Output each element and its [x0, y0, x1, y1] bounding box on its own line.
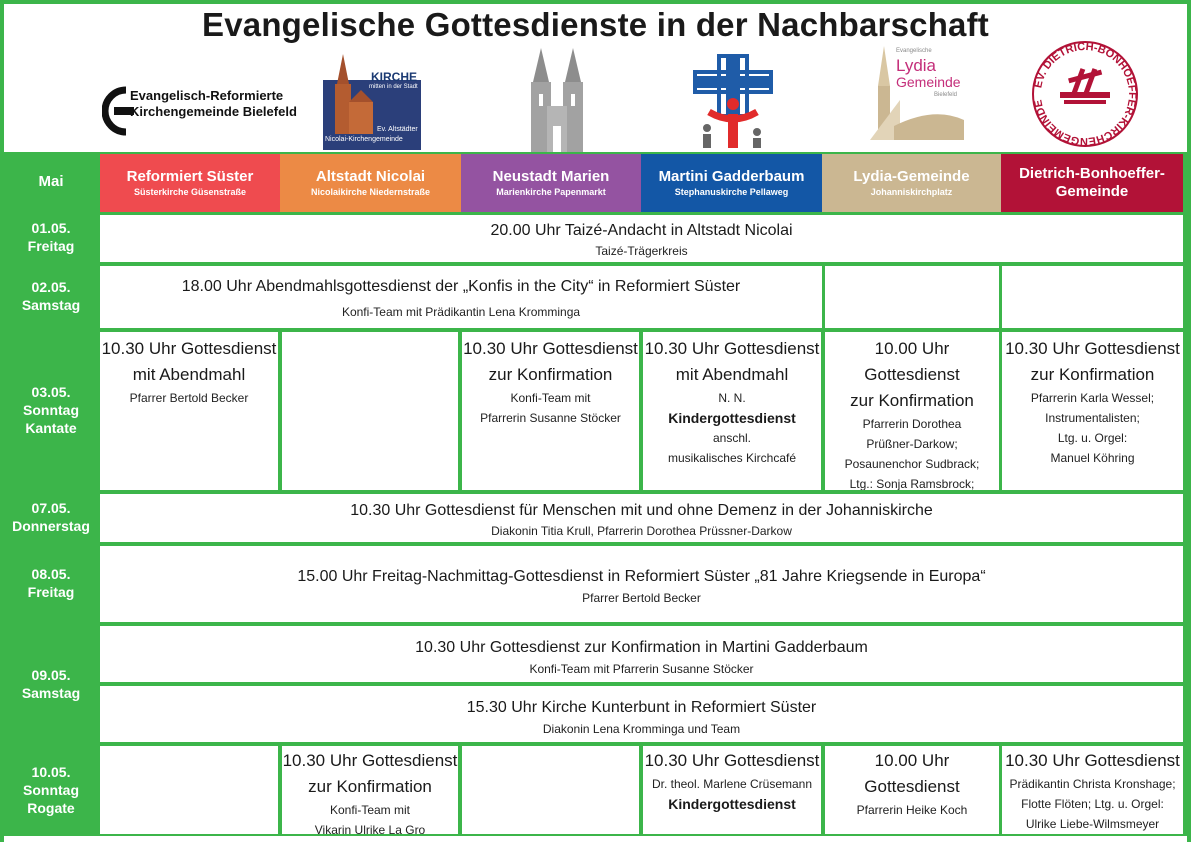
event-sub: Konfi-Team mit Pfarrerin Susanne Stöcker	[529, 662, 754, 676]
date-label: 10.05.	[31, 764, 71, 780]
logo-bonhoeffer	[1028, 38, 1142, 150]
date-label: 09.05.	[31, 667, 71, 683]
lydia-logo-line3: Gemeinde	[896, 74, 961, 90]
event-person: Ltg.: Sonja Ramsbrock;	[849, 477, 975, 490]
date-label: 02.05.	[31, 279, 71, 295]
event-time-line: 10.30 Uhr Gottesdienst	[101, 339, 277, 358]
sunday-name: Rogate	[27, 800, 75, 816]
event-time-line: 10.00 Uhr Gottesdienst	[864, 751, 960, 796]
event-person: Ulrike Liebe-Wilmsmeyer	[1025, 817, 1160, 831]
event-person: Prüßner-Darkow;	[866, 437, 958, 451]
header-col-sub: Marienkirche Papenmarkt	[496, 187, 606, 197]
event-1005-nicolai	[282, 746, 458, 834]
header-col-sub: Süsterkirche Güsenstraße	[133, 187, 247, 197]
header-col-marien	[461, 154, 641, 212]
header-col-name: Lydia-Gemeinde	[853, 168, 970, 185]
empty-cell	[462, 746, 639, 834]
header-col-sub: Nicolaikirche Niedernstraße	[310, 187, 431, 197]
date-cell-0105	[4, 212, 98, 262]
date-label: 03.05.	[31, 384, 71, 400]
date-label: 08.05.	[31, 566, 71, 582]
event-time-line: 10.30 Uhr Gottesdienst	[282, 751, 458, 770]
header-col-name: Altstadt Nicolai	[315, 168, 426, 185]
event-type-line: mit Abendmahl	[132, 365, 246, 384]
header-col-nicolai	[280, 154, 461, 212]
event-sub: Pfarrer Bertold Becker	[582, 591, 701, 605]
day-label: Sonntag	[23, 782, 79, 798]
event-person: Manuel Köhring	[1050, 451, 1135, 465]
date-cell-0905	[4, 624, 98, 744]
event-person: Pfarrerin Karla Wessel;	[1030, 391, 1155, 405]
logo-martini	[693, 54, 773, 152]
event-type-line: zur Konfirmation	[308, 777, 432, 796]
event-konfirmation-martini	[100, 626, 1183, 682]
event-person: N. N.	[718, 391, 746, 405]
event-sub: Diakonin Titia Krull, Pfarrerin Dorothea Prüssner-Darkow	[491, 524, 792, 538]
event-time-line: 10.30 Uhr Gottesdienst	[644, 339, 820, 358]
header-col-name: Martini Gadderbaum	[658, 168, 805, 185]
event-person: Prädikantin Christa Kronshage;	[1009, 777, 1176, 791]
event-kindergottesdienst: Kindergottesdienst	[668, 410, 796, 426]
event-sub: Taizé-Trägerkreis	[595, 244, 688, 258]
bonhoeffer-seal-icon	[1028, 38, 1142, 150]
event-type-line: zur Konfirmation	[850, 391, 974, 410]
header-col-sub: Stephanuskirche Pellaweg	[674, 187, 789, 197]
header-col-name: Reformiert Süster	[126, 168, 254, 185]
header-month-label: Mai	[38, 173, 64, 190]
event-time-line: 10.30 Uhr Gottesdienst	[1005, 751, 1180, 770]
header-col-bonhoeffer	[1001, 154, 1183, 212]
event-taize-andacht	[100, 215, 1183, 262]
event-time-line: 10.00 Uhr Gottesdienst	[864, 339, 960, 384]
nicolai-logo-line1: KIRCHE	[371, 70, 418, 84]
event-demenz-gottesdienst	[100, 494, 1183, 542]
logo-reformiert	[100, 82, 297, 142]
event-1005-lydia	[825, 746, 999, 834]
event-kirche-kunterbunt	[100, 686, 1183, 742]
event-0305-reformiert	[100, 332, 278, 490]
event-time-line: 10.30 Uhr Gottesdienst	[463, 339, 638, 358]
header-col-name: Neustadt Marien	[492, 168, 610, 185]
sunday-name: Kantate	[25, 420, 77, 436]
event-person: Konfi-Team mit	[329, 803, 411, 817]
event-title: 10.30 Uhr Gottesdienst für Menschen mit und ohne Demenz in der Johanniskirche	[350, 502, 933, 519]
reformiert-logo-line2: Kirchengemeinde Bielefeld	[130, 104, 297, 119]
empty-cell	[1002, 266, 1183, 328]
date-cell-1005	[4, 744, 98, 836]
event-person: Instrumentalisten;	[1045, 411, 1140, 425]
day-label: Sonntag	[23, 402, 79, 418]
nicolai-logo-line4: Nicolai-Kirchengemeinde	[325, 136, 403, 143]
day-label: Freitag	[27, 584, 75, 600]
event-title: 15.00 Uhr Freitag-Nachmittag-Gottesdienst in Reformiert Süster „81 Jahre Kriegsende in Europa“	[297, 568, 986, 585]
event-0305-lydia	[825, 332, 999, 490]
header-col-lydia	[822, 154, 1001, 212]
event-person: Dr. theol. Marlene Crüsemann	[651, 777, 813, 791]
logo-lydia	[864, 46, 974, 142]
header-col-reformiert	[100, 154, 280, 212]
event-sub: Konfi-Team mit Prädikantin Lena Kromminga	[341, 305, 581, 319]
header-col-name-2: Gemeinde	[1055, 183, 1129, 200]
event-time-line: 10.30 Uhr Gottesdienst	[644, 751, 820, 770]
day-label: Freitag	[27, 238, 75, 254]
date-cell-0205	[4, 264, 98, 328]
event-note: musikalisches Kirchcafé	[667, 451, 797, 465]
lydia-logo-line2: Lydia	[896, 56, 937, 75]
lydia-logo-line4: Bielefeld	[934, 92, 958, 98]
svg-text:EV. DIETRICH-BONHOEFFER-KIRCHE: EV. DIETRICH-BONHOEFFER-KIRCHENGEMEINDE	[1032, 40, 1139, 148]
date-label: 07.05.	[31, 500, 71, 516]
day-label: Donnerstag	[12, 518, 90, 534]
event-person: Konfi-Team mit	[510, 391, 591, 405]
date-cell-0705	[4, 492, 98, 542]
martini-cross-icon	[693, 54, 773, 152]
event-note: anschl.	[712, 431, 752, 445]
header-col-sub: Johanniskirchplatz	[870, 187, 953, 197]
marien-church-towers-icon	[527, 44, 587, 152]
logo-marien	[527, 44, 587, 152]
event-type-line: zur Konfirmation	[488, 365, 613, 384]
event-person: Posaunenchor Sudbrack;	[844, 457, 980, 471]
date-cell-0305	[4, 330, 98, 490]
day-label: Samstag	[21, 297, 81, 313]
event-person: Vikarin Ulrike La Gro	[314, 823, 426, 834]
header-month	[4, 152, 98, 212]
date-cell-0805	[4, 544, 98, 622]
event-person: Ltg. u. Orgel:	[1057, 431, 1128, 445]
event-title: 15.30 Uhr Kirche Kunterbunt in Reformiert Süster	[466, 699, 817, 716]
nicolai-logo-line3: Ev. Altstädter	[377, 126, 418, 133]
event-sub: Diakonin Lena Kromminga und Team	[542, 722, 741, 736]
event-title: 10.30 Uhr Gottesdienst zur Konfirmation in Martini Gadderbaum	[415, 639, 868, 656]
date-label: 01.05.	[31, 220, 71, 236]
event-konfis-in-the-city	[100, 266, 822, 328]
reformiert-logo-line1: Evangelisch-Reformierte	[130, 88, 284, 103]
event-time-line: 10.30 Uhr Gottesdienst	[1005, 339, 1180, 358]
event-1005-bonhoeffer	[1002, 746, 1183, 834]
empty-cell	[825, 266, 999, 328]
lydia-logo-line1: Evangelische	[896, 48, 932, 54]
event-0305-bonhoeffer	[1002, 332, 1183, 490]
event-title: 20.00 Uhr Taizé-Andacht in Altstadt Nicolai	[490, 222, 793, 239]
event-1005-martini	[643, 746, 821, 834]
event-type-line: mit Abendmahl	[675, 365, 789, 384]
event-0305-marien	[462, 332, 639, 490]
day-label: Samstag	[21, 685, 81, 701]
header-col-name: Dietrich-Bonhoeffer-	[1019, 165, 1165, 182]
event-person: Pfarrerin Dorothea	[862, 417, 962, 431]
event-title: 18.00 Uhr Abendmahlsgottesdienst der „Konfis in the City“ in Reformiert Süster	[181, 278, 741, 295]
event-person: Pfarrerin Susanne Stöcker	[480, 411, 621, 425]
page-title: Evangelische Gottesdienste in der Nachbarschaft	[202, 6, 989, 43]
logo-nicolai	[323, 54, 423, 148]
event-type-line: zur Konfirmation	[1030, 365, 1155, 384]
event-person: Flotte Flöten; Ltg. u. Orgel:	[1021, 797, 1164, 811]
empty-cell	[282, 332, 458, 490]
nicolai-logo-line2: mitten in der Stadt	[369, 84, 418, 90]
event-0305-martini	[643, 332, 821, 490]
event-person: Pfarrerin Heike Koch	[856, 803, 968, 817]
event-kriegsende-gottesdienst	[100, 546, 1183, 622]
header-col-martini	[641, 154, 822, 212]
empty-cell	[100, 746, 278, 834]
bottom-strip	[4, 836, 1187, 842]
event-person: Pfarrer Bertold Becker	[129, 391, 249, 405]
event-kindergottesdienst: Kindergottesdienst	[668, 796, 796, 812]
